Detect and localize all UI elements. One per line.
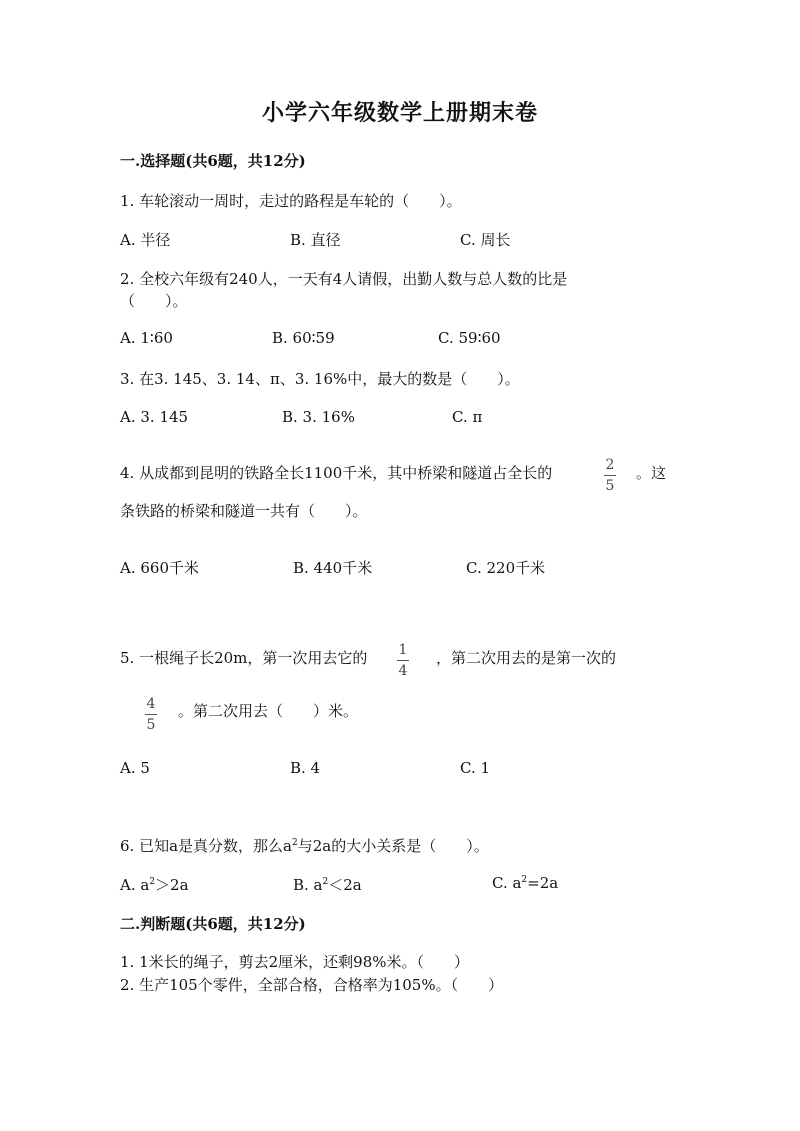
q5-option-c: C. 1 [460,759,491,777]
q5-fraction-2 [145,693,157,732]
q2-option-b: B. 60∶59 [272,329,335,347]
q6-a-pre: A. a [120,876,150,894]
q6-option-c [492,874,558,892]
q2-option-c: C. 59∶60 [438,329,501,347]
q4-fraction-numerator: 2 [605,457,615,473]
q6-c-pre: C. a [492,874,522,892]
question-2-line2: （ ）。 [120,292,188,310]
q6-c-post: =2a [527,874,559,892]
q1-option-c: C. 周长 [460,231,511,249]
q2-option-a: A. 1∶60 [120,329,173,347]
q6-b-post: ＜2a [328,876,362,894]
question-5-line1: 5. 一根绳子长20m，第一次用去它的 [120,649,368,667]
question-2-line1: 2. 全校六年级有240人，一天有4人请假，出勤人数与总人数的比是 [120,270,568,288]
question-6-text [120,835,489,856]
question-5-line1-tail: ，第二次用去的是第一次的 [436,649,617,667]
question-4-line2: 条铁路的桥梁和隧道一共有（ ）。 [120,502,368,520]
q6-a-post: ＞2a [155,876,189,894]
q6-text-pre: 6. 已知a是真分数，那么a [120,837,292,855]
section-heading-choice: 一.选择题(共6题，共12分) [120,152,306,170]
q3-option-a: A. 3. 145 [120,408,189,426]
section-heading-judgment: 二.判断题(共6题，共12分) [120,915,306,933]
q6-option-b [293,874,362,895]
q4-fraction-denominator: 5 [605,478,615,494]
q5-fraction-1 [397,639,409,678]
q6-option-a [120,874,189,895]
q4-fraction [604,454,616,493]
q3-option-c: C. π [452,408,483,426]
question-4-line1: 4. 从成都到昆明的铁路全长1100千米，其中桥梁和隧道占全长的 [120,464,553,482]
q3-option-b: B. 3. 16% [282,408,355,426]
q5-fraction-1-numerator: 1 [398,642,408,658]
q4-option-c: C. 220千米 [466,559,546,577]
q5-option-b: B. 4 [290,759,321,777]
q4-option-b: B. 440千米 [293,559,373,577]
page-title: 小学六年级数学上册期末卷 [261,100,538,126]
question-3-text: 3. 在3. 145、3. 14、π、3. 16%中，最大的数是（ ）。 [120,370,520,388]
q5-option-a: A. 5 [120,759,150,777]
q1-option-a: A. 半径 [120,231,171,249]
judgment-question-2: 2. 生产105个零件，全部合格，合格率为105%。（ ） [120,976,504,994]
question-1-text: 1. 车轮滚动一周时，走过的路程是车轮的（ ）。 [120,192,462,210]
question-5-line2: 。第二次用去（ ）米。 [178,702,359,720]
q6-a-sup: 2 [149,877,156,887]
q6-superscript: 2 [291,838,298,848]
question-4-line1-tail: 。这 [636,464,667,482]
judgment-question-1: 1. 1米长的绳子，剪去2厘米，还剩98%米。（ ） [120,953,470,971]
q6-c-sup: 2 [521,875,528,885]
q5-fraction-1-denominator: 4 [398,663,408,679]
q5-fraction-2-denominator: 5 [146,717,156,733]
q6-b-sup: 2 [322,877,329,887]
q6-b-pre: B. a [293,876,323,894]
q4-option-a: A. 660千米 [120,559,199,577]
q6-text-post: 与2a的大小关系是（ ）。 [297,837,489,855]
q5-fraction-2-numerator: 4 [146,696,156,712]
q1-option-b: B. 直径 [290,231,341,249]
